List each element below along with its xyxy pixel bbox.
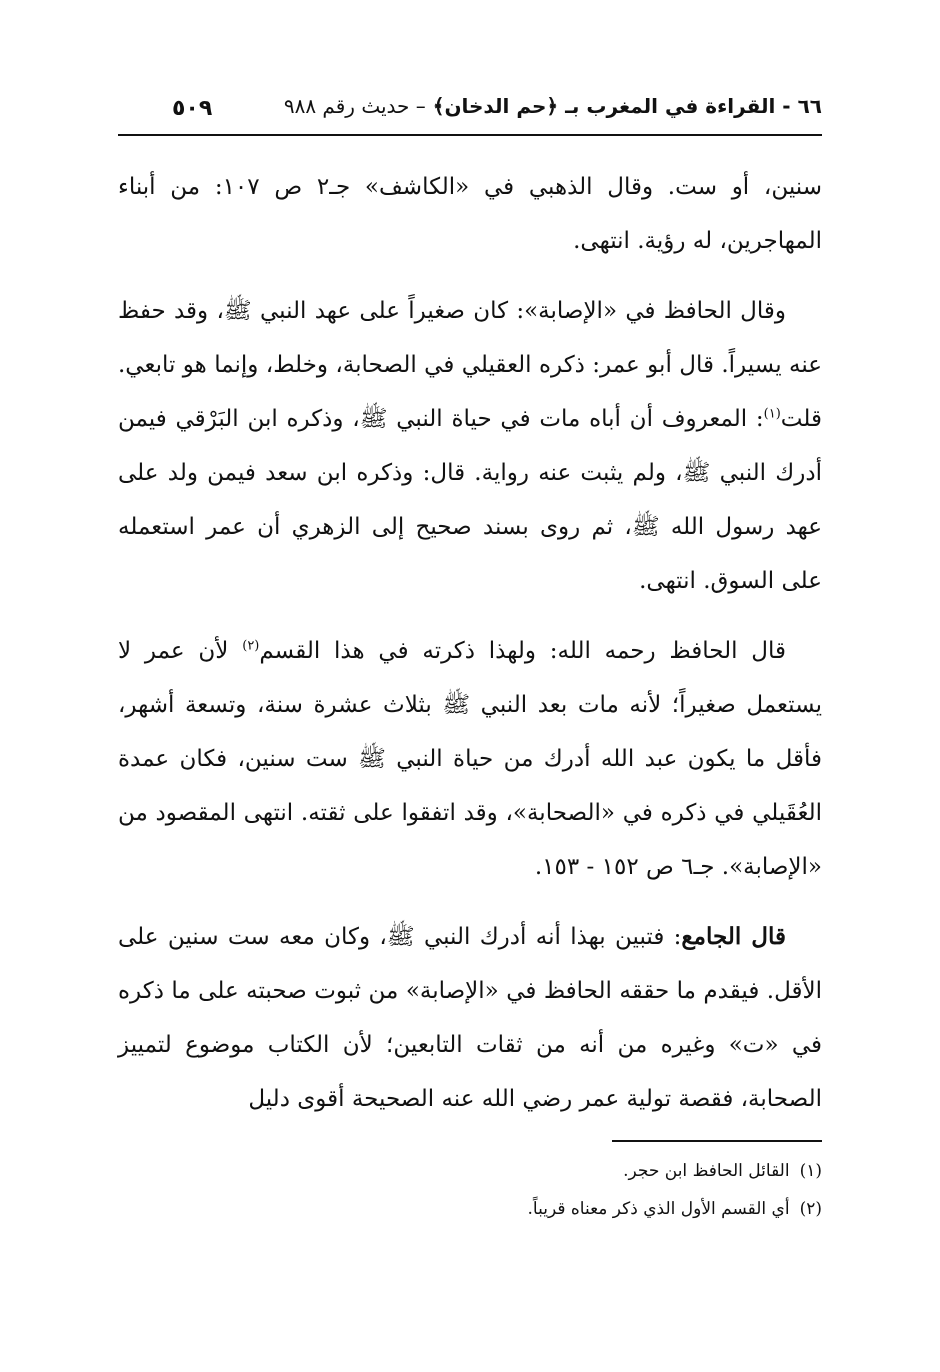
paragraph-text: قال الحافظ رحمه الله: ولهذا ذكرته في هذا القسم: [259, 638, 786, 664]
footnote: [118, 1190, 822, 1228]
paragraph: [118, 624, 822, 894]
header-title-main: ٦٦ - القراءة في المغرب بـ ﴿حم الدخان﴾: [432, 94, 822, 118]
paragraph-text: : فتبين بهذا أنه أدرك النبي ﷺ، وكان معه ست سنين على الأقل. فيقدم ما حققه الحافظ في «الإصابة» من ثبوت صحبته على ما ذكره في «ت» وغيره من أنه من ثقات التابعين؛ لأن الكتاب موضوع لتمييز الصحابة، فقصة تولية عمر رضي الله عنه الصحيحة أقوى دليل: [118, 924, 822, 1112]
footnote-ref: (١): [763, 406, 781, 422]
paragraph: [118, 160, 822, 268]
paragraph-text: وقال الحافظ في «الإصابة»: كان صغيراً على عهد النبي ﷺ، وقد حفظ عنه يسيراً. قال أبو عمر: ذكره العقيلي في الصحابة، وخلط، وإنما هو تابعي. قلت: [118, 298, 822, 432]
footnote: [118, 1152, 822, 1190]
footnote-text: أي القسم الأول الذي ذكر معناه قريباً.: [527, 1199, 790, 1219]
footnotes: [118, 1152, 822, 1228]
footnote-text: القائل الحافظ ابن حجر.: [623, 1161, 790, 1181]
main-text: [118, 160, 822, 1142]
header-title: [274, 94, 822, 118]
header-rule: [118, 134, 822, 136]
running-header: [118, 92, 822, 136]
paragraph: [118, 910, 822, 1126]
footnote-number: (١): [799, 1161, 822, 1181]
footnote-number: (٢): [799, 1199, 822, 1219]
page-number: ٥٠٩: [162, 96, 222, 121]
paragraph: [118, 284, 822, 608]
paragraph-text: سنين، أو ست. وقال الذهبي في «الكاشف» جـ٢ ص ١٠٧: من أبناء المهاجرين، له رؤية. انتهى.: [118, 174, 822, 254]
paragraph-text: : المعروف أن أباه مات في حياة النبي ﷺ، وذكره ابن البَرْقي فيمن أدرك النبي ﷺ، ولم يثبت عنه رواية. قال: وذكره ابن سعد فيمن ولد على عهد رسول الله ﷺ، ثم روى بسند صحيح إلى الزهري أن عمر استعمله على السوق. انتهى.: [118, 406, 822, 594]
header-title-sub: – حديث رقم ٩٨٨: [283, 94, 426, 118]
paragraph-lead: قال الجامع: [681, 923, 786, 950]
paragraph-text: لأن عمر لا يستعمل صغيراً؛ لأنه مات بعد النبي ﷺ بثلاث عشرة سنة، وتسعة أشهر، فأقل ما يكون عبد الله أدرك من حياة النبي ﷺ ست سنين، فكان عمدة العُقَيلي في ذكره في «الصحابة»، وقد اتفقوا على ثقته. انتهى المقصود من «الإصابة». جـ٦ ص ١٥٢ - ١٥٣.: [118, 638, 822, 880]
footnote-ref: (٢): [242, 638, 260, 654]
footnote-rule: [612, 1140, 822, 1142]
